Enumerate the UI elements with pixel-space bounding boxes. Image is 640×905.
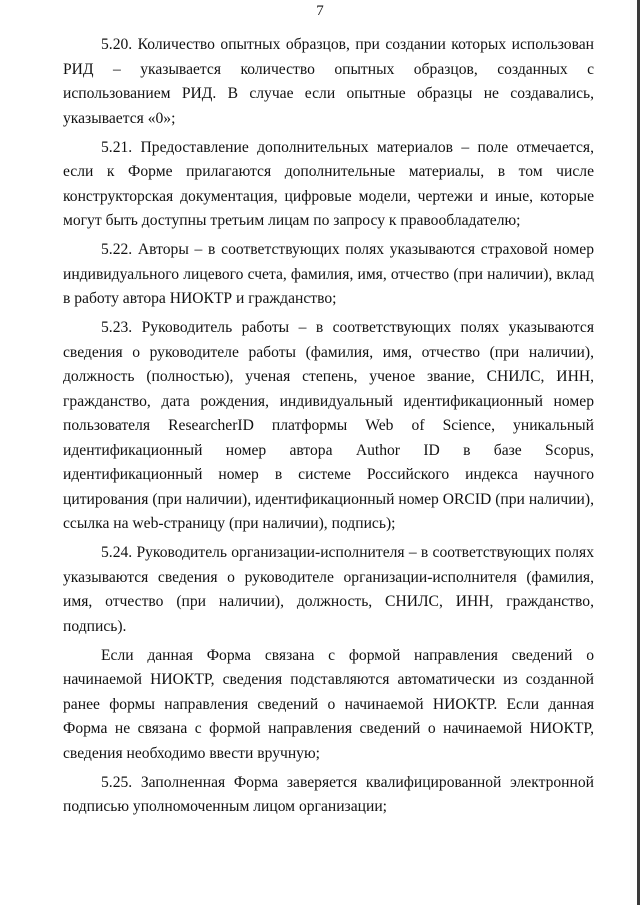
paragraph-5-25: 5.25. Заполненная Форма заверяется квалифицированной электронной подписью уполномоченным лицом организации; — [63, 773, 594, 815]
page-number: 7 — [316, 3, 324, 19]
paragraph-5-23: 5.23. Руководитель работы – в соответствующих полях указываются сведения о руководителе работы (фамилия, имя, отчество (при наличии), должность (полностью), ученая степень, ученое звание, СНИЛС, ИНН, гражданство, дата рождения, индивидуальный идентификационный номер пользователя ResearcherID платформы Web of Science, уникальный идентификационный номер автора Author ID в базе Scopus, идентификационный номер в системе Российского индекса научного цитирования (при наличии), идентификационный номер ORCID (при наличии), ссылка на web-страницу (при наличии), подпись); — [63, 319, 594, 532]
paragraph-form-link-note: Если данная Форма связана с формой направления сведений о начинаемой НИОКТР, сведения подставляются автоматически из созданной ранее формы направления сведений о начинаемой НИОКТР. Если данная Форма не связана с формой направления сведений о начинаемой НИОКТР, сведения необходимо ввести вручную; — [63, 646, 594, 762]
document-body — [63, 33, 594, 824]
paragraph-5-24: 5.24. Руководитель организации-исполнителя – в соответствующих полях указываются сведения о руководителе организации-исполнителя (фамилия, имя, отчество (при наличии), должность, СНИЛС, ИНН, гражданство, подпись). — [63, 544, 594, 635]
paragraph-5-21: 5.21. Предоставление дополнительных материалов – поле отмечается, если к Форме прилагаются дополнительные материалы, в том числе конструкторская документация, цифровые модели, чертежи и иные, которые могут быть доступны третьим лицам по запросу к правообладателю; — [63, 138, 594, 229]
paragraph-5-22: 5.22. Авторы – в соответствующих полях указываются страховой номер индивидуального лицевого счета, фамилия, имя, отчество (при наличии), вклад в работу автора НИОКТР и гражданство; — [63, 241, 594, 307]
paragraph-5-20: 5.20. Количество опытных образцов, при создании которых использован РИД – указывается количество опытных образцов, созданных с использованием РИД. В случае если опытные образцы не создавались, указывается «0»; — [63, 36, 594, 127]
